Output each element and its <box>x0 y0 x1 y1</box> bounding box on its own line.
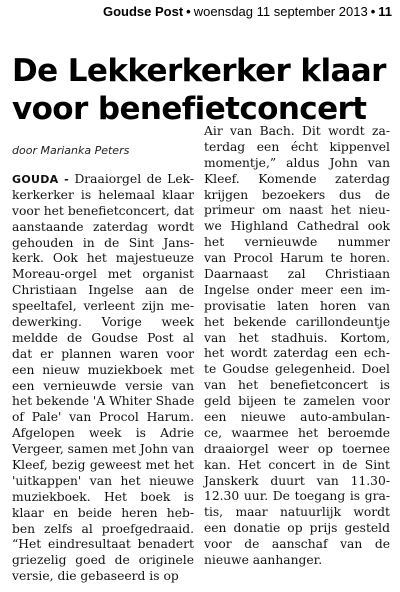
separator-dot: • <box>186 4 191 19</box>
byline: door Marianka Peters <box>12 144 130 157</box>
article-line-text: van Procol Harum te horen. <box>204 251 390 266</box>
article-line-text: meldde de Goudse Post al <box>12 330 194 345</box>
article-line <box>12 410 194 426</box>
article-line <box>204 172 390 188</box>
separator-dot: • <box>370 4 376 19</box>
article-line <box>12 172 194 188</box>
article-line-text: dewerking. Vorige week <box>12 315 194 330</box>
article-line-text: 'uitkappen' van het nieuwe <box>12 473 194 488</box>
article-line <box>12 204 194 220</box>
article-line-text: Janskerk duurt van 11.30- <box>204 473 390 488</box>
page-header <box>0 0 400 24</box>
article-line <box>204 203 390 219</box>
article-line-text: speeltafel, verleent zijn me- <box>12 299 194 314</box>
article-line-text: Air van Bach. Dit wordt za- <box>204 124 390 138</box>
article-line <box>204 346 390 362</box>
article-line <box>12 188 194 204</box>
article-line <box>12 522 194 538</box>
article-line <box>204 362 390 378</box>
article-line-text: Kleef. Komende zaterdag <box>204 171 390 186</box>
article-line-text: muziekboek. Het boek is <box>12 489 194 504</box>
article-line-text: Christiaan Ingelse aan de <box>12 283 194 298</box>
article-line <box>204 394 390 410</box>
article-line-text: we Highland Cathedral ook <box>204 219 390 234</box>
article-line-text: een vernieuwde versie van <box>12 378 194 393</box>
article-line-text: het bekende 'A Whiter Shade <box>12 394 195 409</box>
article-line-text: ce, waarmee het beroemde <box>204 425 390 440</box>
article-line-text: provisatie laten horen van <box>204 298 390 313</box>
publication-name: Goudse Post <box>102 4 184 19</box>
article-line <box>12 379 194 395</box>
article-line-text: gehouden in de Sint Jans- <box>12 235 194 250</box>
article-line <box>12 490 194 506</box>
headline-line: De Lekkerkerker klaar <box>12 53 386 89</box>
article-line <box>12 236 194 252</box>
article-line <box>204 124 390 140</box>
article-column-1 <box>12 172 194 585</box>
article-line <box>204 442 390 458</box>
article-line-text: of Pale' van Procol Harum. <box>12 410 194 425</box>
article-line-text: primeur om naast het nieu- <box>204 203 390 218</box>
publication-date: woensdag 11 september 2013 <box>193 4 368 19</box>
article-column-2 <box>204 124 390 569</box>
article-line <box>204 553 390 569</box>
article-line-text: een nieuw muziekboek met <box>12 362 194 377</box>
article-line-text: krijgen bezoekers dus de <box>204 187 390 202</box>
article-line <box>12 283 194 299</box>
article-line-text: een nieuwe auto-ambulan- <box>204 410 390 425</box>
article-line <box>12 251 194 267</box>
article-line <box>204 378 390 394</box>
page-number: 11 <box>378 4 392 19</box>
article-line <box>12 347 194 363</box>
article-line-text: terdag een écht kippenvel <box>204 139 390 154</box>
article-line-text: nieuwe aanhanger. <box>204 553 323 568</box>
article-line <box>204 251 390 267</box>
article-line <box>204 505 390 521</box>
article-line <box>204 299 390 315</box>
article-line <box>204 331 390 347</box>
article-line <box>12 458 194 474</box>
article-line-text: kerk. Ook het majestueuze <box>12 251 194 266</box>
article-line <box>204 474 390 490</box>
article-line <box>12 331 194 347</box>
article-line <box>204 188 390 204</box>
article-line-text: kerkerker is helemaal klaar <box>12 187 194 202</box>
article-line <box>12 315 194 331</box>
article-line <box>12 267 194 283</box>
article-line <box>204 156 390 172</box>
article-line-text: geld bijeen te zamelen voor <box>204 394 390 409</box>
article-line <box>204 235 390 251</box>
article-line <box>12 299 194 315</box>
article-line-text: Kleef, bezig geweest met het <box>12 458 194 473</box>
article-line-text: van het benefietconcert is <box>204 378 390 393</box>
article-line-text: voor de aanschaf van de <box>204 537 390 552</box>
article-line-text: Vergeer, samen met John van <box>12 442 195 457</box>
dateline: GOUDA - <box>12 173 69 186</box>
headline <box>12 52 392 128</box>
article-line-text: van het stadhuis. Kortom, <box>204 330 390 345</box>
article-line-text: “Het eindresultaat benadert <box>12 537 194 552</box>
article-line <box>204 267 390 283</box>
article-line-text: klaar en beide heren heb- <box>12 505 194 520</box>
article-line-text: kan. Het concert in de Sint <box>204 457 390 472</box>
article-line-text: Daarnaast zal Christiaan <box>204 267 390 282</box>
article-line-text: het vernieuwde nummer <box>204 235 390 250</box>
article-line-text: dat er plannen waren voor <box>12 346 194 361</box>
article-line-text: Moreau-orgel met organist <box>12 267 194 282</box>
article-line-text: een donatie op prijs gesteld <box>204 521 390 536</box>
article-line <box>12 474 194 490</box>
article-line <box>12 537 194 553</box>
article-line <box>204 140 390 156</box>
article-line <box>12 363 194 379</box>
article-line <box>204 426 390 442</box>
article-line-text: het bekende carillondeuntje <box>204 314 390 329</box>
article-line <box>12 569 194 585</box>
article-line-text: Afgelopen week is Adrie <box>12 426 194 441</box>
article-line-text: tis, maar natuurlijk wordt <box>204 505 390 520</box>
article-line <box>204 283 390 299</box>
article-line-text: het wordt zaterdag een ech- <box>204 346 390 361</box>
article-line-text: te Goudse gelegenheid. Doel <box>204 362 390 377</box>
article-line-text: Ingelse onder meer een im- <box>204 282 390 297</box>
article-line-text: 12.30 uur. De toegang is gra- <box>204 489 390 504</box>
article-line <box>204 219 390 235</box>
article-line <box>204 458 390 474</box>
article-line <box>12 220 194 236</box>
article-line <box>204 537 390 553</box>
article-line <box>204 315 390 331</box>
article-line <box>12 426 194 442</box>
article-line <box>12 506 194 522</box>
article-line-text: draaiorgel weer op toernee <box>204 441 390 456</box>
article-line <box>12 553 194 569</box>
article-line-text: aanstaande zaterdag wordt <box>12 219 194 234</box>
article-line <box>12 394 194 410</box>
headline-line: voor benefietconcert <box>12 91 367 127</box>
article-line <box>204 521 390 537</box>
article-line <box>204 410 390 426</box>
article-line-text: momentje,” aldus John van <box>204 155 390 170</box>
article-line-text: griezelig goed de originele <box>12 553 194 568</box>
article-line <box>12 442 194 458</box>
article-line <box>204 489 390 505</box>
article-line-text: voor het benefietconcert, dat <box>12 203 194 218</box>
article-line-text: ben zelfs al proefgedraaid. <box>12 521 194 536</box>
article-line-text: versie, die gebaseerd is op <box>12 569 179 584</box>
article-line-text: Draaiorgel de Lek- <box>69 172 195 186</box>
